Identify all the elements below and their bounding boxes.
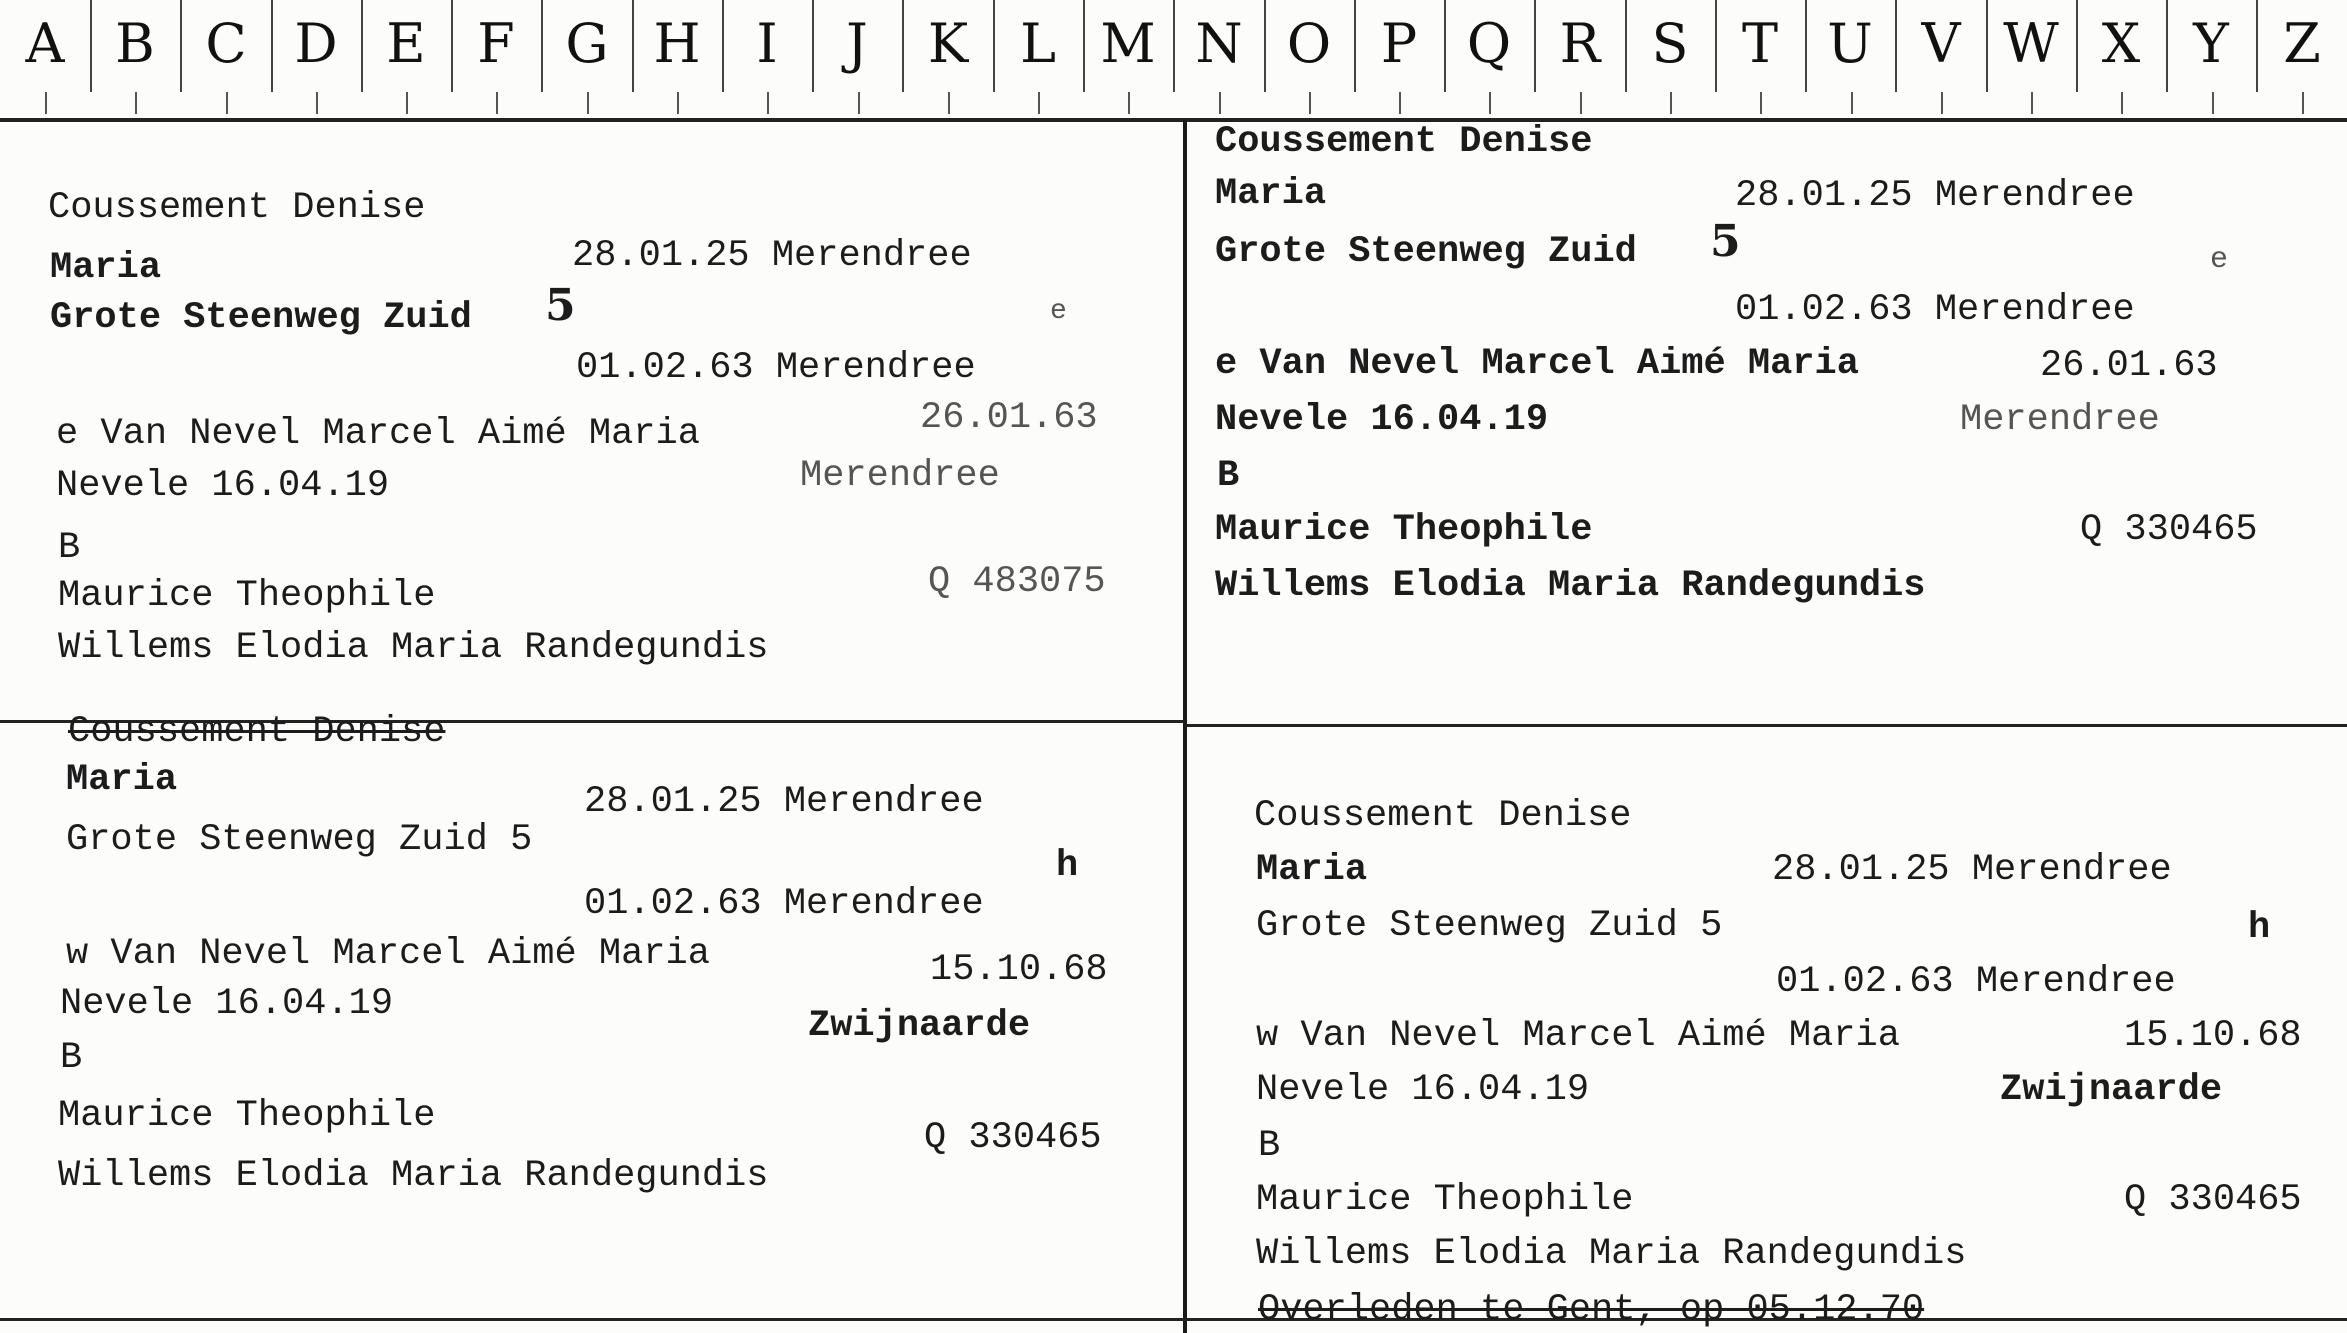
alphabet-letter-s: S bbox=[1625, 0, 1717, 92]
card-spouse-place: Merendree bbox=[1960, 399, 2160, 441]
card-father: Maurice Theophile bbox=[1215, 509, 1593, 551]
alphabet-letter-g: G bbox=[542, 0, 634, 92]
card-registration-date: 01.02.63 Merendree bbox=[1735, 289, 2135, 331]
card-father-birth: Nevele 16.04.19 bbox=[60, 983, 394, 1025]
alphabet-letter-p: P bbox=[1354, 0, 1446, 92]
card-spouse-date: 26.01.63 bbox=[2040, 345, 2218, 387]
alphabet-tick bbox=[767, 92, 769, 114]
alphabet-tick bbox=[226, 92, 228, 114]
card-father: Maurice Theophile bbox=[1256, 1179, 1634, 1221]
alphabet-tick bbox=[1399, 92, 1401, 114]
card-spouse-date: 15.10.68 bbox=[2124, 1015, 2302, 1057]
card-name-line: Coussement Denise bbox=[1254, 795, 1632, 837]
alphabet-letter-i: I bbox=[722, 0, 814, 92]
alphabet-letter-j: J bbox=[812, 0, 904, 92]
card-house-number: 5 bbox=[1710, 216, 1741, 267]
horizontal-divider-right bbox=[1185, 724, 2347, 727]
alphabet-letter-t: T bbox=[1715, 0, 1807, 92]
alphabet-tick bbox=[1489, 92, 1491, 114]
alphabet-tick bbox=[1128, 92, 1130, 114]
card-given-name: Maria bbox=[66, 759, 178, 801]
card-spouse-date: 26.01.63 bbox=[920, 397, 1098, 439]
alphabet-letter-h: H bbox=[632, 0, 724, 92]
card-status-mark: e bbox=[2210, 243, 2229, 277]
card-mother: Willems Elodia Maria Randegundis bbox=[58, 627, 769, 669]
card-birth: 28.01.25 Merendree bbox=[1735, 175, 2135, 217]
alphabet-letter-f: F bbox=[451, 0, 543, 92]
alphabet-tick bbox=[677, 92, 679, 114]
card-reference: Q 330465 bbox=[2080, 509, 2258, 551]
alphabet-tick bbox=[406, 92, 408, 114]
card-spouse: w Van Nevel Marcel Aimé Maria bbox=[1256, 1015, 1900, 1057]
card-status-mark: h bbox=[2248, 907, 2271, 949]
bottom-divider bbox=[0, 1318, 2347, 1321]
card-father-birth: Nevele 16.04.19 bbox=[1256, 1069, 1590, 1111]
card-spouse-place: Zwijnaarde bbox=[808, 1005, 1031, 1047]
alphabet-tick bbox=[1309, 92, 1311, 114]
alphabet-index bbox=[0, 0, 2347, 120]
card-address: Grote Steenweg Zuid 5 bbox=[66, 819, 533, 861]
card-spouse-place: Merendree bbox=[800, 455, 1000, 497]
alphabet-tick bbox=[948, 92, 950, 114]
card-code: B bbox=[1258, 1125, 1281, 1167]
alphabet-letter-a: A bbox=[0, 0, 92, 92]
card-name-line: Coussement Denise bbox=[68, 711, 446, 753]
card-address: Grote Steenweg Zuid bbox=[50, 297, 472, 339]
card-address: Grote Steenweg Zuid bbox=[1215, 231, 1637, 273]
alphabet-letter-m: M bbox=[1083, 0, 1175, 92]
alphabet-letter-v: V bbox=[1896, 0, 1988, 92]
card-registration-date: 01.02.63 Merendree bbox=[1776, 961, 2176, 1003]
alphabet-tick bbox=[496, 92, 498, 114]
alphabet-tick bbox=[2212, 92, 2214, 114]
card-birth: 28.01.25 Merendree bbox=[1772, 849, 2172, 891]
card-given-name: Maria bbox=[1256, 849, 1368, 891]
alphabet-letter-w: W bbox=[1986, 0, 2078, 92]
card-registration-date: 01.02.63 Merendree bbox=[576, 347, 976, 389]
card-name-line: Coussement Denise bbox=[48, 187, 426, 229]
alphabet-letter-q: Q bbox=[1444, 0, 1536, 92]
card-code: B bbox=[60, 1037, 83, 1079]
card-father: Maurice Theophile bbox=[58, 1095, 436, 1137]
card-mother: Willems Elodia Maria Randegundis bbox=[1256, 1233, 1967, 1275]
alphabet-tick bbox=[135, 92, 137, 114]
alphabet-letter-n: N bbox=[1174, 0, 1266, 92]
card-spouse: e Van Nevel Marcel Aimé Maria bbox=[1215, 343, 1859, 385]
card-death-note: Overleden te Gent, op 05.12.70 bbox=[1258, 1289, 1925, 1331]
card-birth: 28.01.25 Merendree bbox=[572, 235, 972, 277]
alphabet-tick bbox=[1941, 92, 1943, 114]
alphabet-letter-z: Z bbox=[2257, 0, 2347, 92]
card-house-number: 5 bbox=[545, 280, 576, 331]
card-spouse-place: Zwijnaarde bbox=[2000, 1069, 2223, 1111]
alphabet-letter-d: D bbox=[271, 0, 363, 92]
alphabet-tick bbox=[1038, 92, 1040, 114]
card-reference: Q 330465 bbox=[924, 1117, 1102, 1159]
alphabet-tick bbox=[858, 92, 860, 114]
card-mother: Willems Elodia Maria Randegundis bbox=[58, 1155, 769, 1197]
alphabet-tick bbox=[2031, 92, 2033, 114]
alphabet-letter-y: Y bbox=[2166, 0, 2258, 92]
card-code: B bbox=[1217, 455, 1240, 497]
card-registration-date: 01.02.63 Merendree bbox=[584, 883, 984, 925]
alphabet-letter-e: E bbox=[361, 0, 453, 92]
card-father-birth: Nevele 16.04.19 bbox=[1215, 399, 1549, 441]
alphabet-tick bbox=[2302, 92, 2304, 114]
card-status-mark: h bbox=[1056, 845, 1079, 887]
alphabet-tick bbox=[587, 92, 589, 114]
card-reference: Q 330465 bbox=[2124, 1179, 2302, 1221]
alphabet-tick bbox=[1760, 92, 1762, 114]
card-birth: 28.01.25 Merendree bbox=[584, 781, 984, 823]
alphabet-letter-o: O bbox=[1264, 0, 1356, 92]
card-given-name: Maria bbox=[50, 247, 162, 289]
card-name-line: Coussement Denise bbox=[1215, 121, 1593, 163]
card-reference: Q 483075 bbox=[928, 561, 1106, 603]
card-status-mark: e bbox=[1050, 296, 1067, 327]
alphabet-tick bbox=[1580, 92, 1582, 114]
alphabet-tick bbox=[45, 92, 47, 114]
alphabet-letter-c: C bbox=[181, 0, 273, 92]
card-spouse: e Van Nevel Marcel Aimé Maria bbox=[56, 413, 700, 455]
alphabet-tick bbox=[1219, 92, 1221, 114]
alphabet-tick bbox=[1851, 92, 1853, 114]
card-given-name: Maria bbox=[1215, 173, 1327, 215]
card-code: B bbox=[58, 527, 81, 569]
card-father-birth: Nevele 16.04.19 bbox=[56, 465, 390, 507]
card-spouse: w Van Nevel Marcel Aimé Maria bbox=[66, 933, 710, 975]
alphabet-letter-k: K bbox=[903, 0, 995, 92]
alphabet-tick bbox=[2121, 92, 2123, 114]
card-mother: Willems Elodia Maria Randegundis bbox=[1215, 565, 1926, 607]
alphabet-tick bbox=[316, 92, 318, 114]
alphabet-letter-x: X bbox=[2076, 0, 2168, 92]
card-address: Grote Steenweg Zuid 5 bbox=[1256, 905, 1723, 947]
alphabet-letter-b: B bbox=[90, 0, 182, 92]
alphabet-letter-r: R bbox=[1535, 0, 1627, 92]
card-spouse-date: 15.10.68 bbox=[930, 949, 1108, 991]
alphabet-letter-u: U bbox=[1805, 0, 1897, 92]
card-father: Maurice Theophile bbox=[58, 575, 436, 617]
alphabet-letter-l: L bbox=[993, 0, 1085, 92]
alphabet-tick bbox=[1670, 92, 1672, 114]
